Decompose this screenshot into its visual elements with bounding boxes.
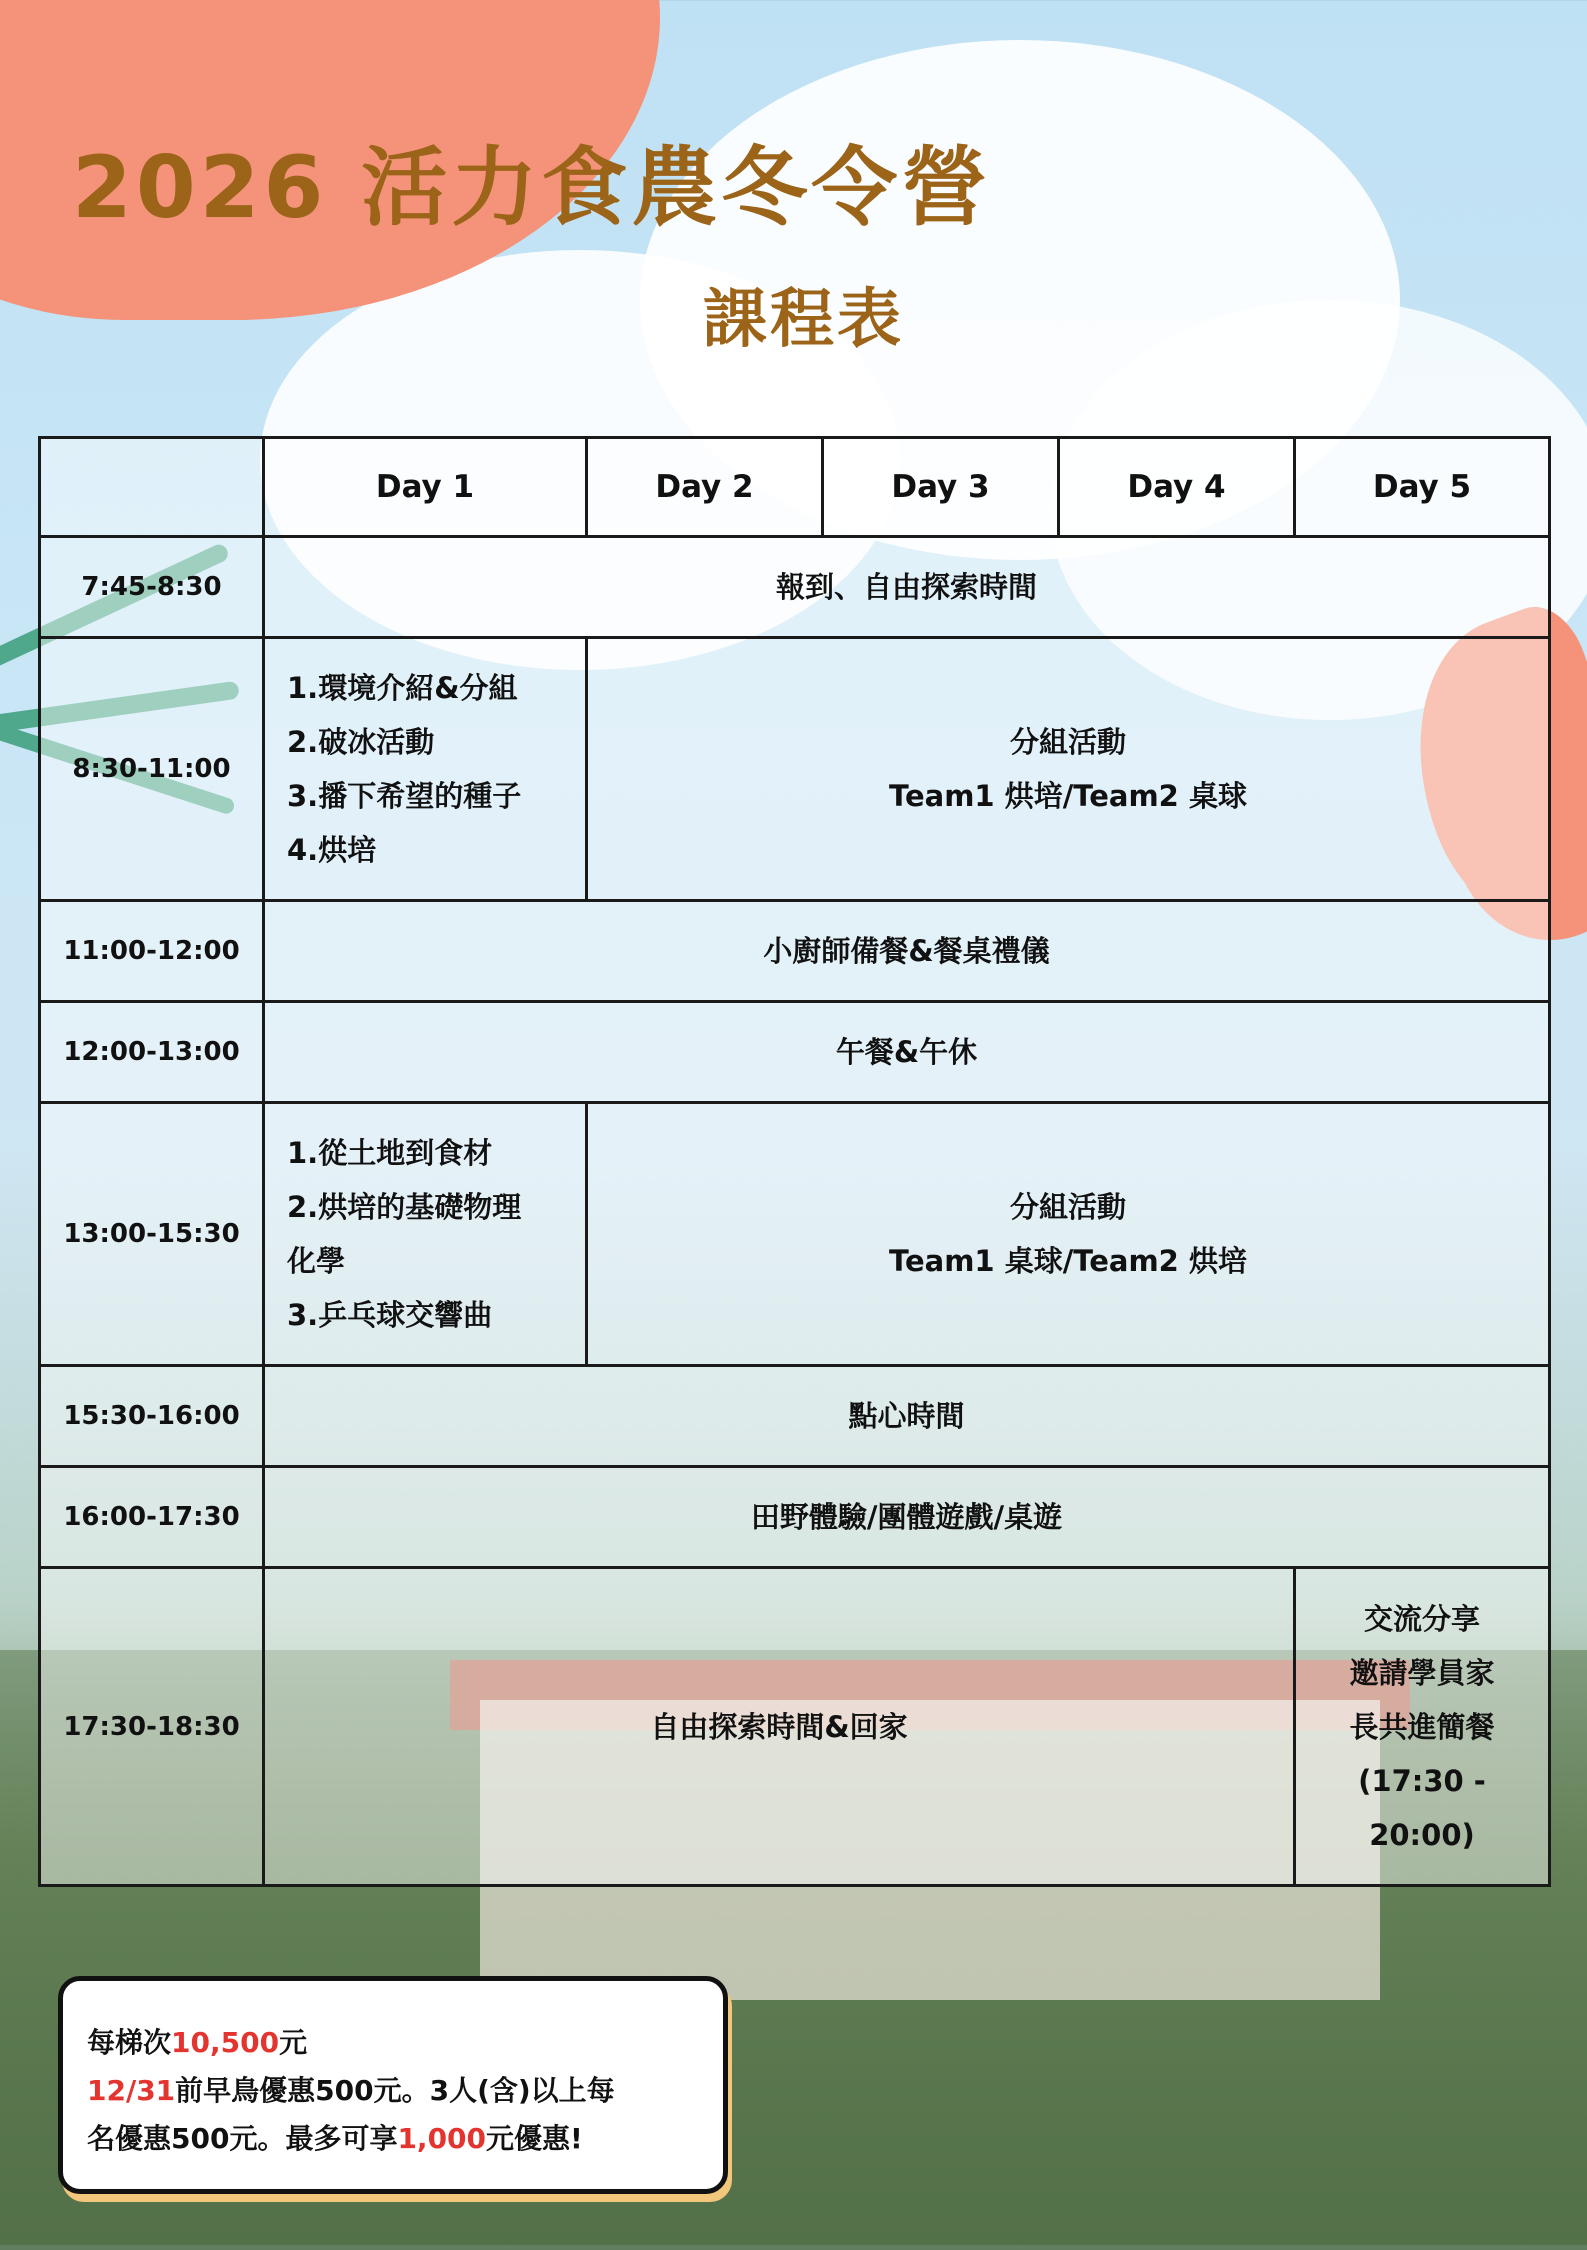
corner-cell (40, 438, 264, 537)
list-item: 1.環境介紹&分組 (287, 671, 518, 705)
group-activity-title: 分組活動 (1009, 725, 1126, 759)
activity-cell: 報到、自由探索時間 (264, 537, 1550, 638)
time-slot: 11:00-12:00 (40, 901, 264, 1002)
time-slot: 15:30-16:00 (40, 1366, 264, 1467)
price-info-box (58, 1976, 728, 2194)
list-item: 長共進簡餐 (1349, 1709, 1495, 1744)
group-activity-detail: Team1 烘培/Team2 桌球 (889, 779, 1247, 813)
day-header: Day 4 (1059, 438, 1295, 537)
day1-activity-list (264, 1103, 587, 1366)
early-bird-line (87, 2069, 615, 2109)
time-slot: 13:00-15:30 (40, 1103, 264, 1366)
list-item: 1.從土地到食材 (287, 1136, 493, 1170)
table-row (40, 1002, 1550, 1103)
list-item: 3.乒乓球交響曲 (287, 1298, 493, 1332)
price-text: 元 (279, 2026, 308, 2059)
list-item: 3.播下希望的種子 (287, 779, 522, 813)
page-subtitle: 課程表 (703, 283, 904, 357)
discount-line (87, 2117, 583, 2157)
table-row (40, 1366, 1550, 1467)
time-slot: 8:30-11:00 (40, 638, 264, 901)
day-header: Day 1 (264, 438, 587, 537)
header-row (40, 438, 1550, 537)
time-slot: 16:00-17:30 (40, 1467, 264, 1568)
schedule-table (38, 436, 1551, 1887)
list-item: 2.烘培的基礎物理 (287, 1190, 522, 1224)
time-slot: 17:30-18:30 (40, 1568, 264, 1886)
early-bird-date: 12/31 (87, 2074, 176, 2107)
time-slot: 7:45-8:30 (40, 537, 264, 638)
page-title: 2026 活力食農冬令營 (72, 138, 992, 238)
group-activity-cell (587, 638, 1550, 901)
group-activity-cell (587, 1103, 1550, 1366)
list-item: 2.破冰活動 (287, 725, 435, 759)
time-slot: 12:00-13:00 (40, 1002, 264, 1103)
activity-cell: 自由探索時間&回家 (264, 1568, 1295, 1886)
table-row (40, 537, 1550, 638)
table-row (40, 1103, 1550, 1366)
price-text: 每梯次 (87, 2026, 172, 2059)
table-row (40, 1467, 1550, 1568)
day-header: Day 2 (587, 438, 823, 537)
activity-cell: 小廚師備餐&餐桌禮儀 (264, 901, 1550, 1002)
day-header: Day 5 (1295, 438, 1550, 537)
table-row (40, 638, 1550, 901)
table-row (40, 901, 1550, 1002)
table-row (40, 1568, 1550, 1886)
day1-activity-list (264, 638, 587, 901)
group-activity-title: 分組活動 (1009, 1190, 1126, 1224)
day5-activity-cell (1295, 1568, 1550, 1886)
list-item: 邀請學員家 (1349, 1655, 1495, 1690)
activity-cell: 田野體驗/團體遊戲/桌遊 (264, 1467, 1550, 1568)
activity-cell: 點心時間 (264, 1366, 1550, 1467)
list-item: 20:00) (1369, 1817, 1475, 1852)
discount-amount: 1,000 (397, 2122, 487, 2155)
list-item: 4.烘培 (287, 833, 377, 867)
day-header: Day 3 (823, 438, 1059, 537)
list-item: 交流分享 (1363, 1601, 1480, 1636)
list-item: (17:30 - (1358, 1763, 1486, 1798)
price-amount: 10,500 (171, 2026, 280, 2059)
activity-cell: 午餐&午休 (264, 1002, 1550, 1103)
price-text: 名優惠500元。最多可享 (87, 2122, 398, 2155)
price-text: 元優惠! (486, 2122, 583, 2155)
group-activity-detail: Team1 桌球/Team2 烘培 (889, 1244, 1247, 1278)
price-text: 前早鳥優惠500元。3人(含)以上每 (175, 2074, 615, 2107)
price-line (87, 2021, 307, 2061)
list-item: 化學 (287, 1244, 346, 1278)
